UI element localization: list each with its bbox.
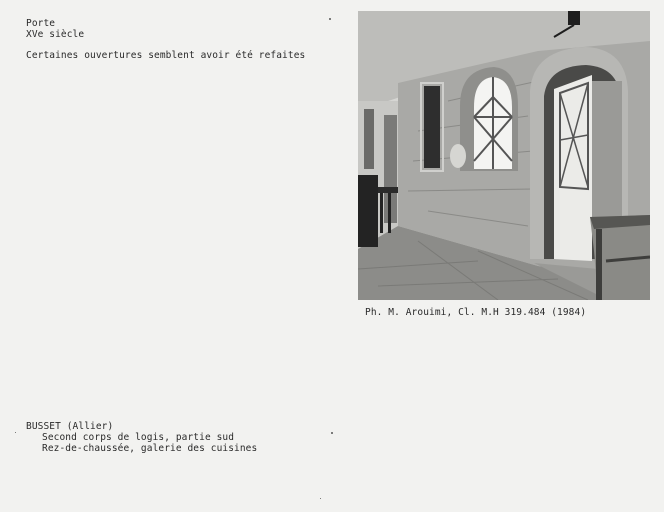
- location-line1: Second corps de logis, partie sud: [42, 432, 235, 443]
- dust-speck: [329, 18, 331, 20]
- card-title: Porte: [26, 18, 56, 29]
- card-note: Certaines ouvertures semblent avoir été refaites: [26, 50, 306, 61]
- dust-speck: [15, 432, 16, 433]
- location-line2: Rez-de-chaussée, galerie des cuisines: [42, 443, 258, 454]
- card-date: XVe siècle: [26, 29, 85, 40]
- location-place: BUSSET (Allier): [26, 421, 114, 432]
- dust-speck: [331, 432, 333, 434]
- gallery-doorway-photo: [358, 11, 650, 300]
- photo-credit: Ph. M. Arouimi, Cl. M.H 319.484 (1984): [365, 307, 587, 318]
- dust-speck: [320, 498, 321, 499]
